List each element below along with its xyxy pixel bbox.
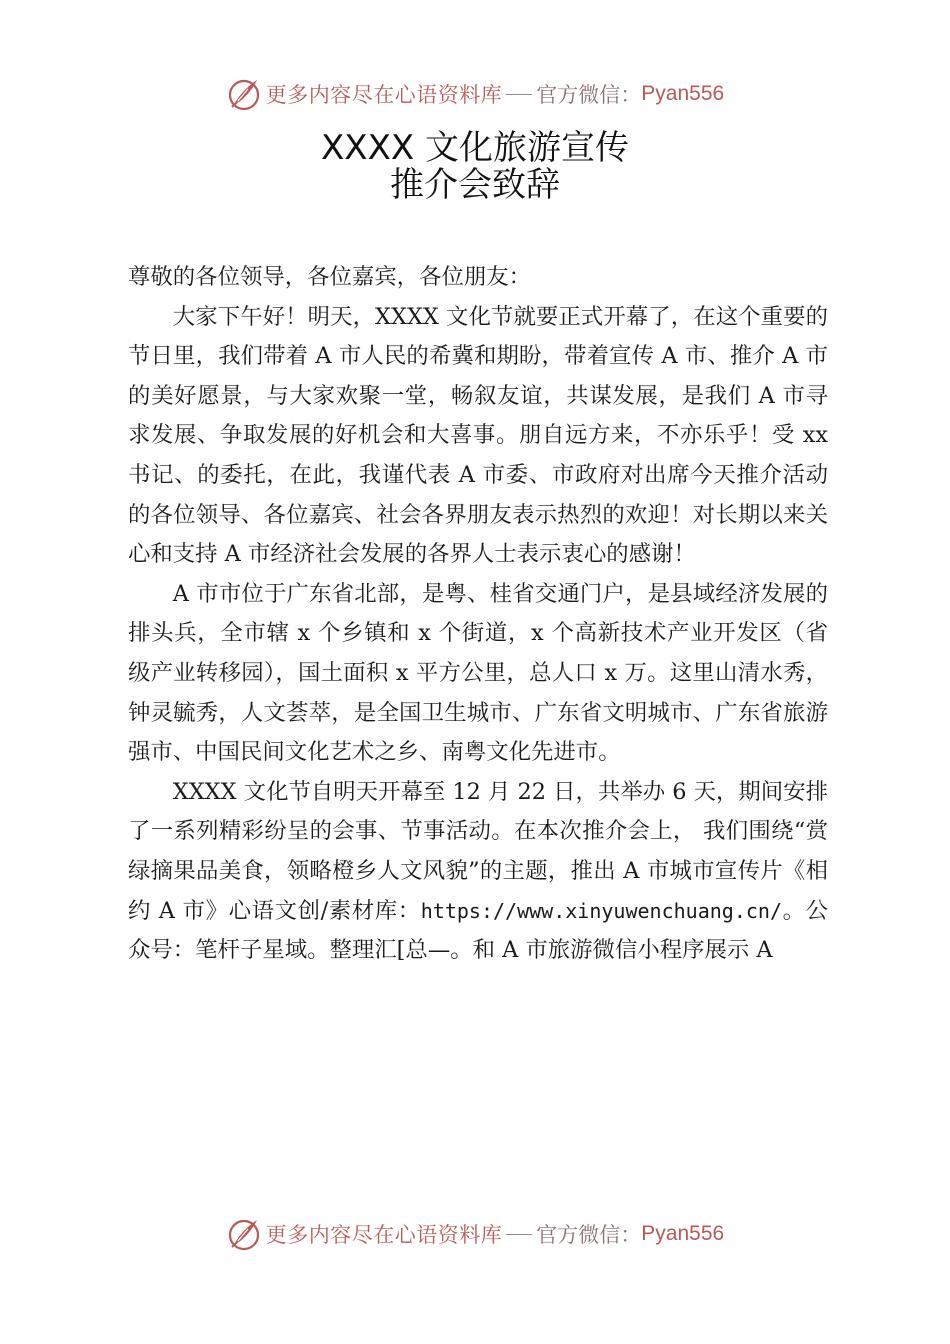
document-title	[0, 130, 950, 204]
quill-pen-logo-icon	[226, 1216, 262, 1252]
paragraph-3-tail: 。公众号：笔杆子星域。整理汇[总—。和 A 市旅游微信小程序展示 A	[128, 897, 828, 964]
banner-wechat-id: Pyan556	[641, 82, 725, 105]
banner-text: 更多内容尽在心语资料库	[265, 83, 503, 107]
paragraph-2: A 市市位于广东省北部，是粤、桂省交通门户，是县域经济发展的排头兵，全市辖 x 个乡镇和 x 个街道，x 个高新技术产业开发区（省级产业转移园），国土面积 x 平方公里，总人口 x 万。这里山清水秀，钟灵毓秀，人文荟萃，是全国卫生城市、广东省文明城市、广东省旅游强市、中国民间文化艺术之乡、南粤文化先进市。	[128, 580, 828, 766]
paragraph-1: 大家下午好！明天，XXXX 文化节就要正式开幕了，在这个重要的节日里，我们带着 A 市人民的希冀和期盼，带着宣传 A 市、推介 A 市的美好愿景，与大家欢聚一堂，畅叙友谊，共谋发展，是我们 A 市寻求发展、争取发展的好机会和大喜事。朋自远方来，不亦乐乎！受 xx 书记、的委托，在此，我谨代表 A 市委、市政府对出席今天推介活动的各位领导、各位嘉宾、社会各界朋友表示热烈的欢迎！对长期以来关心和支持 A 市经济社会发展的各界人士表示衷心的感谢！	[128, 303, 828, 568]
banner-wechat-label: 官方微信：	[536, 1223, 642, 1247]
banner-wechat-id: Pyan556	[641, 1222, 725, 1245]
footer-banner	[0, 1212, 950, 1256]
quill-pen-logo-icon	[226, 76, 262, 112]
paragraph-3	[128, 773, 828, 971]
title-line-2: 推介会致辞	[390, 165, 560, 205]
salutation: 尊敬的各位领导，各位嘉宾，各位朋友：	[128, 264, 532, 290]
banner-divider	[506, 1234, 532, 1235]
header-banner	[0, 72, 950, 116]
paragraph-3-text: XXXX 文化节自明天开幕至 12 月 22 日，共举办 6 天，期间安排了一系列精彩纷呈的会事、节事活动。在本次推介会上， 我们围绕“赏绿摘果品美食，领略橙乡人文风貌”的主题，推出 A 市城市宣传片《相约 A 市》心语文创/素材库：	[128, 778, 828, 924]
banner-text: 更多内容尽在心语资料库	[265, 1223, 503, 1247]
document-body	[128, 258, 828, 971]
banner-divider	[506, 94, 532, 95]
resource-url: https://www.xinyuwenchuang.cn/	[420, 898, 782, 923]
title-line-1: XXXX 文化旅游宣传	[321, 128, 629, 168]
banner-wechat-label: 官方微信：	[536, 83, 642, 107]
